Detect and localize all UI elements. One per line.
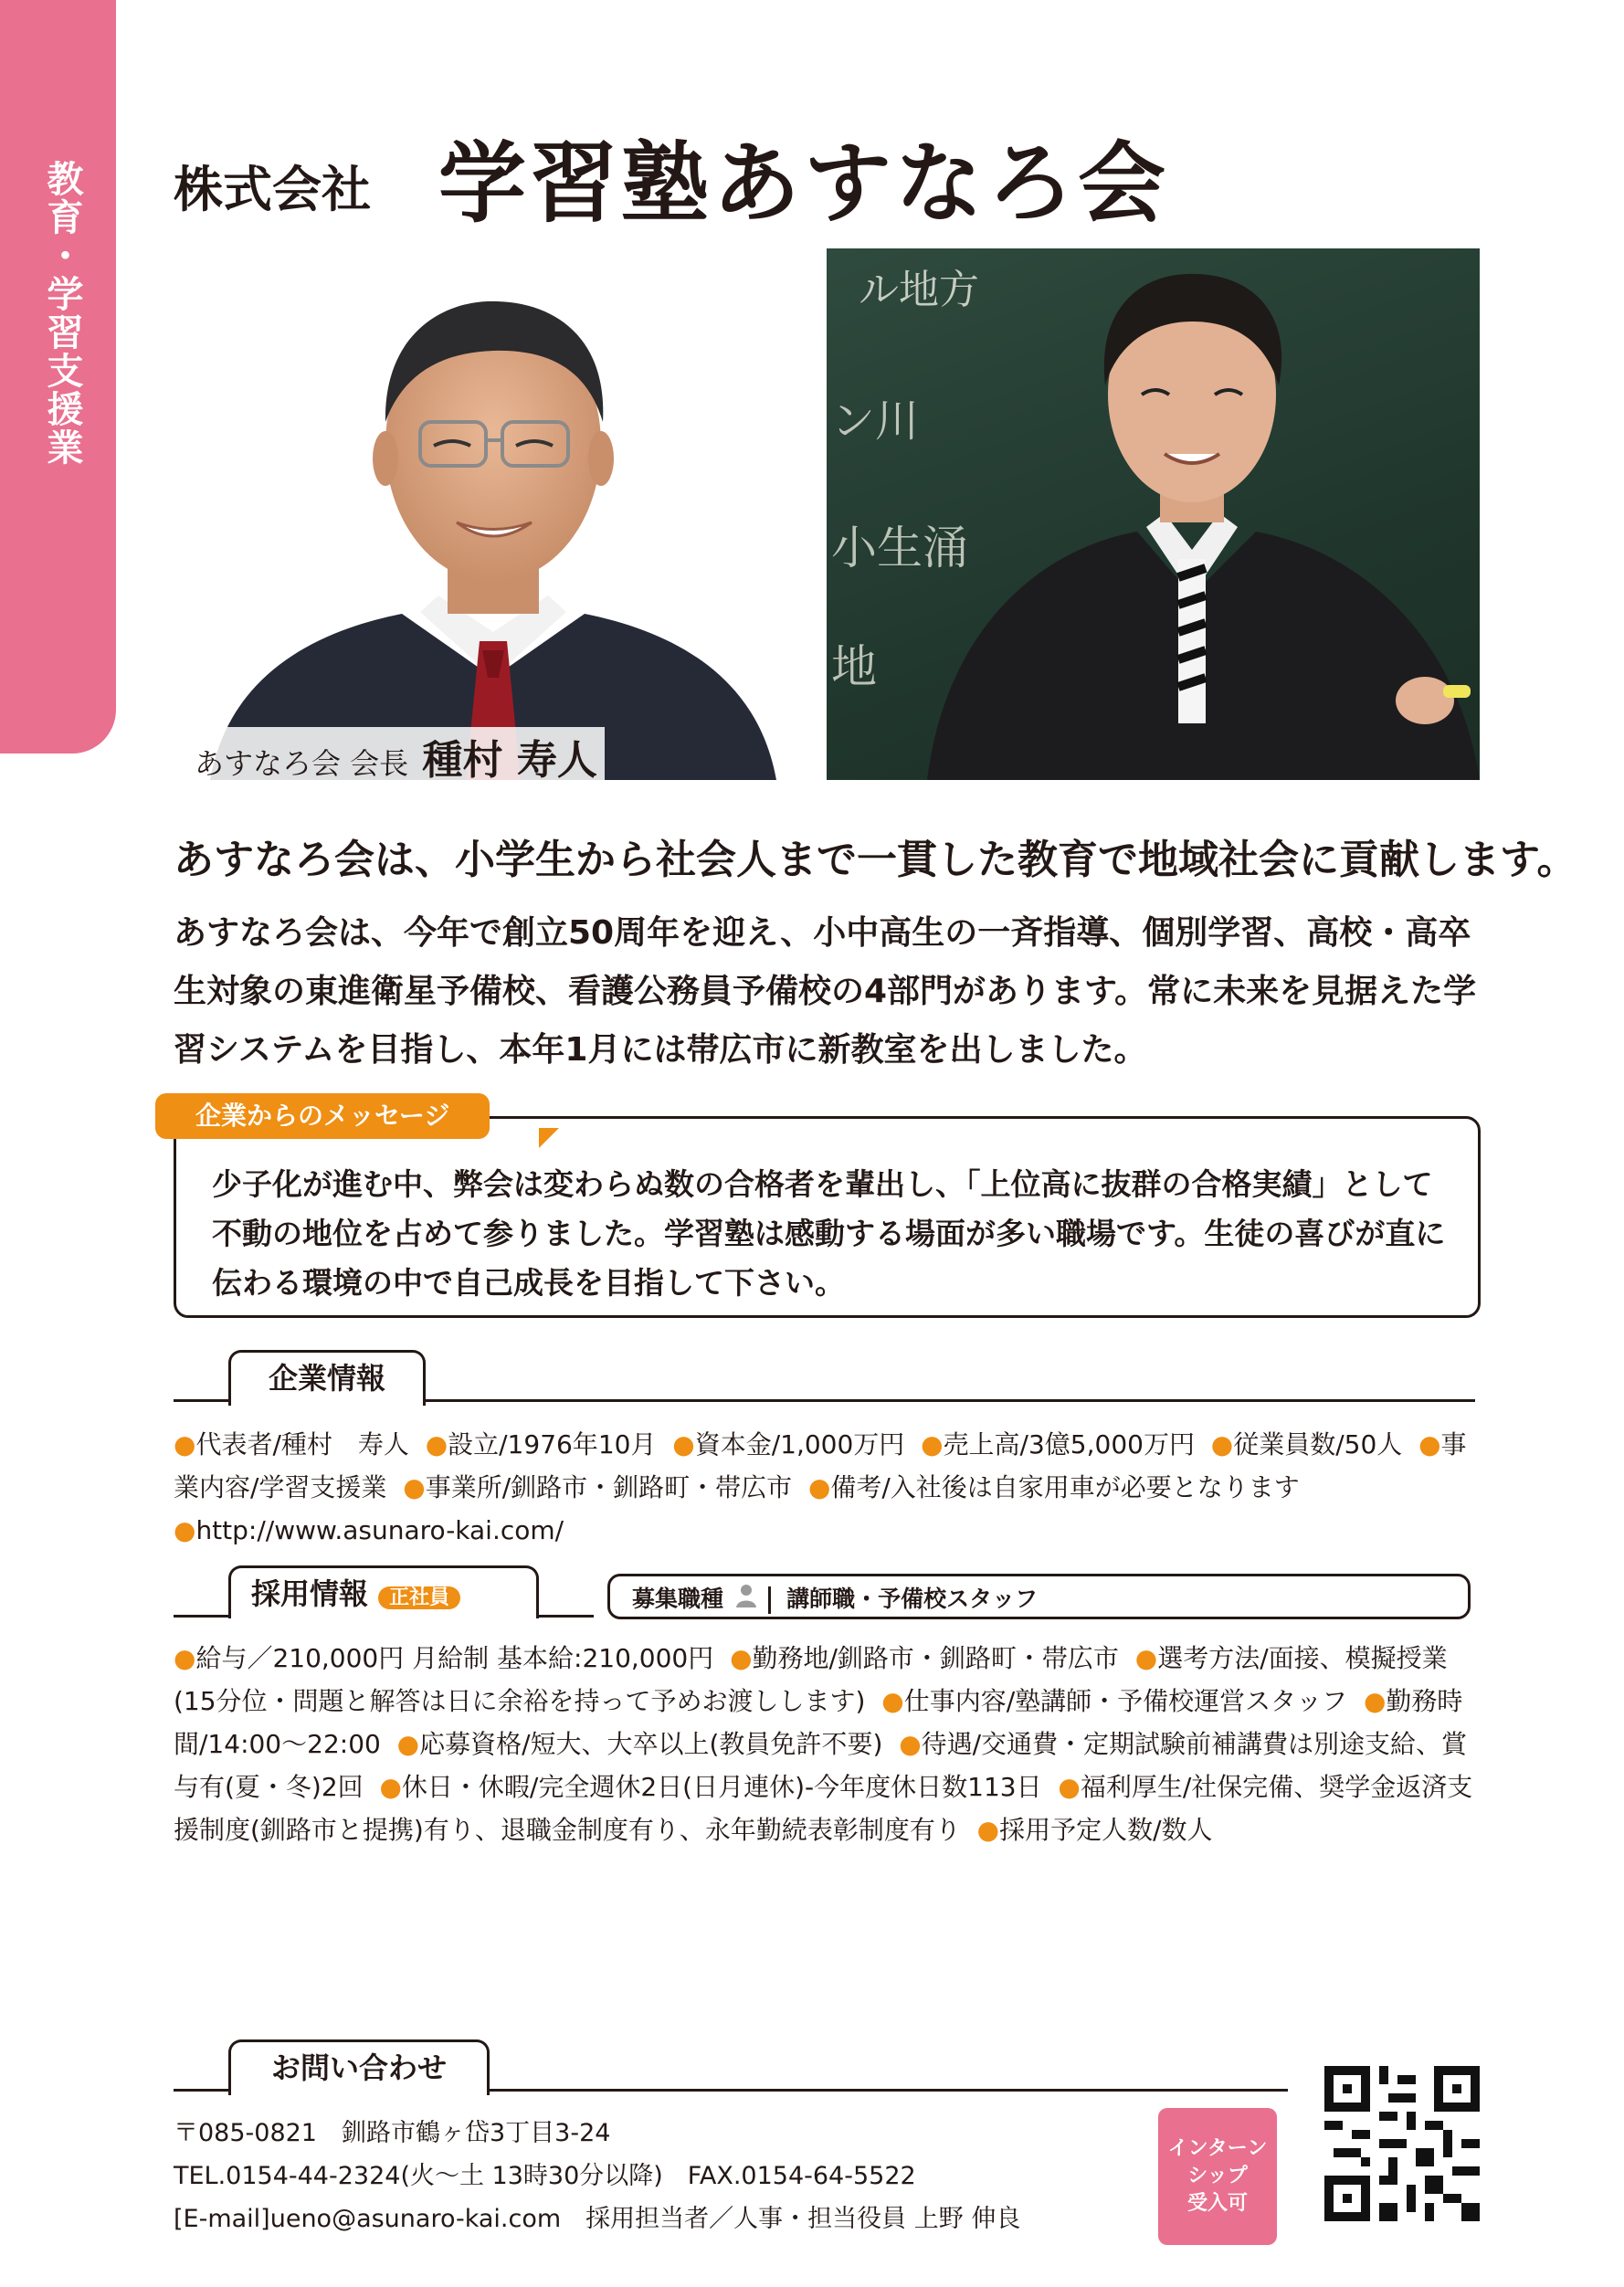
chairman-photo <box>174 248 813 780</box>
company-website-link[interactable]: http://www.asunaro-kai.com/ <box>195 1515 564 1545</box>
teacher-photo <box>827 248 1480 780</box>
company-info-item: 設立/1976年10月 <box>448 1429 657 1460</box>
company-info-item: 事業内容/学習支援業 <box>174 1429 1467 1502</box>
message-label-tail <box>539 1128 559 1148</box>
message-label: 企業からのメッセージ <box>155 1093 490 1139</box>
caption-role: あすなろ会 会長 <box>195 746 409 781</box>
recruit-info-item: 待遇/交通費・定期試験前補講費は別途支給、賞与有(夏・冬)2回 <box>174 1729 1468 1802</box>
job-type-value: 講師職・予備校スタッフ <box>786 1586 1039 1612</box>
company-type: 株式会社 <box>174 161 371 218</box>
caption-name: 種村 寿人 <box>422 737 597 784</box>
headline: あすなろ会は、小学生から社会人まで一貫した教育で地域社会に貢献します。 <box>174 837 1577 883</box>
person-icon <box>735 1577 757 1623</box>
company-info-item: 代表者/種村 寿人 <box>195 1429 409 1460</box>
message-text: 少子化が進む中、弊会は変わらぬ数の合格者を輩出し、「上位高に抜群の合格実績」として不動の地位を占めて参りました。学習塾は感動する場面が多い職場です。生徒の喜びが直に伝わる環境の中で自己成長を目指して下さい。 <box>212 1166 1446 1301</box>
contact-address: 〒085-0821 釧路市鶴ヶ岱3丁目3-24 <box>174 2119 611 2147</box>
recruit-info-heading: 採用情報 <box>251 1576 369 1611</box>
recruit-info-item: 勤務地/釧路市・釧路町・帯広市 <box>752 1643 1119 1673</box>
recruit-info-item: 給与／210,000円 月給制 基本給:210,000円 <box>195 1643 714 1673</box>
recruit-info-list: ●給与／210,000円 月給制 基本給:210,000円 ●勤務地/釧路市・釧路町・帯広市 ●選考方法/面接、模擬授業(15分位・問題と解答は日に余裕を持って予めお渡しします) ●仕事内容/塾講師・予備校運営スタッフ ●勤務時間/14:00〜22:00 ●応募資格/短大、大卒以上(教員免許不要) ●待遇/交通費・定期試験前補講費は別途支給、賞与有(夏・冬)2回 ●休日・休暇/完全週休2日(日月連休)-今年度休日数113日 ●福利厚生/社保完備、奨学金返済支援制度(釧路市と提携)有り、退職金制度有り、永年勤続表彰制度有り ●採用予定人数/数人 <box>174 1643 1473 1845</box>
recruit-info-item: 福利厚生/社保完備、奨学金返済支援制度(釧路市と提携)有り、退職金制度有り、永年勤続表彰制度有り <box>174 1772 1473 1845</box>
job-type-box <box>607 1574 1471 1619</box>
company-info-item: 備考/入社後は自家用車が必要となります <box>830 1472 1300 1502</box>
intro-paragraph: あすなろ会は、今年で創立50周年を迎え、小中高生の一斉指導、個別学習、高校・高卒生対象の東進衛星予備校、看護公務員予備校の4部門があります。常に未来を見据えた学習システムを目指し、本年1月には帯広市に新教室を出しました。 <box>174 914 1477 1069</box>
company-info-list: ●代表者/種村 寿人 ●設立/1976年10月 ●資本金/1,000万円 ●売上高/3億5,000万円 ●従業員数/50人 ●事業内容/学習支援業 ●事業所/釧路市・釧路町・帯広市 ●備考/入社後は自家用車が必要となります ●http://www.asunaro-kai.com/ <box>174 1429 1467 1545</box>
company-info-heading: 企業情報 <box>228 1350 426 1406</box>
recruit-info-item: 採用予定人数/数人 <box>999 1815 1213 1845</box>
contact-block <box>174 2112 1020 2240</box>
chalkboard-text-1: ル地方 <box>859 267 979 313</box>
company-info-item: 売上高/3億5,000万円 <box>943 1429 1195 1460</box>
category-tab-label: 教育・学習支援業 <box>41 160 83 467</box>
contact-phone: TEL.0154-44-2324(火〜土 13時30分以降) FAX.0154-64-5522 <box>174 2162 916 2190</box>
company-info-item: 資本金/1,000万円 <box>694 1429 905 1460</box>
chalkboard-text-4: 地 <box>831 640 877 693</box>
company-info-item: 従業員数/50人 <box>1233 1429 1403 1460</box>
employment-type-badge: 正社員 <box>378 1586 460 1609</box>
chalkboard-text-2: ン川 <box>831 395 920 447</box>
internship-badge-line: シップ <box>1187 2165 1248 2187</box>
internship-badge-line: 受入可 <box>1186 2192 1248 2215</box>
company-name: 学習塾あすなろ会 <box>438 132 1169 235</box>
contact-heading: お問い合わせ <box>228 2039 490 2095</box>
recruit-info-item: 選考方法/面接、模擬授業(15分位・問題と解答は日に余裕を持って予めお渡しします) <box>174 1643 1448 1716</box>
recruit-info-item: 勤務時間/14:00〜22:00 <box>174 1686 1463 1759</box>
contact-email[interactable]: [E-mail]ueno@asunaro-kai.com 採用担当者／人事・担当役員 上野 伸良 <box>174 2205 1021 2233</box>
company-info-item: 事業所/釧路市・釧路町・帯広市 <box>425 1472 793 1502</box>
qr-code[interactable] <box>1324 2066 1480 2221</box>
recruit-info-heading-tab <box>228 1565 539 1618</box>
recruit-info-item: 仕事内容/塾講師・予備校運営スタッフ <box>903 1686 1348 1716</box>
recruit-info-item: 休日・休暇/完全週休2日(日月連休)-今年度休日数113日 <box>401 1772 1042 1802</box>
job-type-divider <box>768 1586 771 1614</box>
photo-caption <box>187 727 605 785</box>
recruit-info-item: 応募資格/短大、大卒以上(教員免許不要) <box>419 1729 883 1759</box>
chalkboard-text-3: 小生涌 <box>831 522 968 574</box>
internship-badge <box>1158 2108 1277 2245</box>
job-type-label: 募集職種 <box>632 1586 724 1612</box>
internship-badge-line: インターン <box>1167 2137 1268 2160</box>
